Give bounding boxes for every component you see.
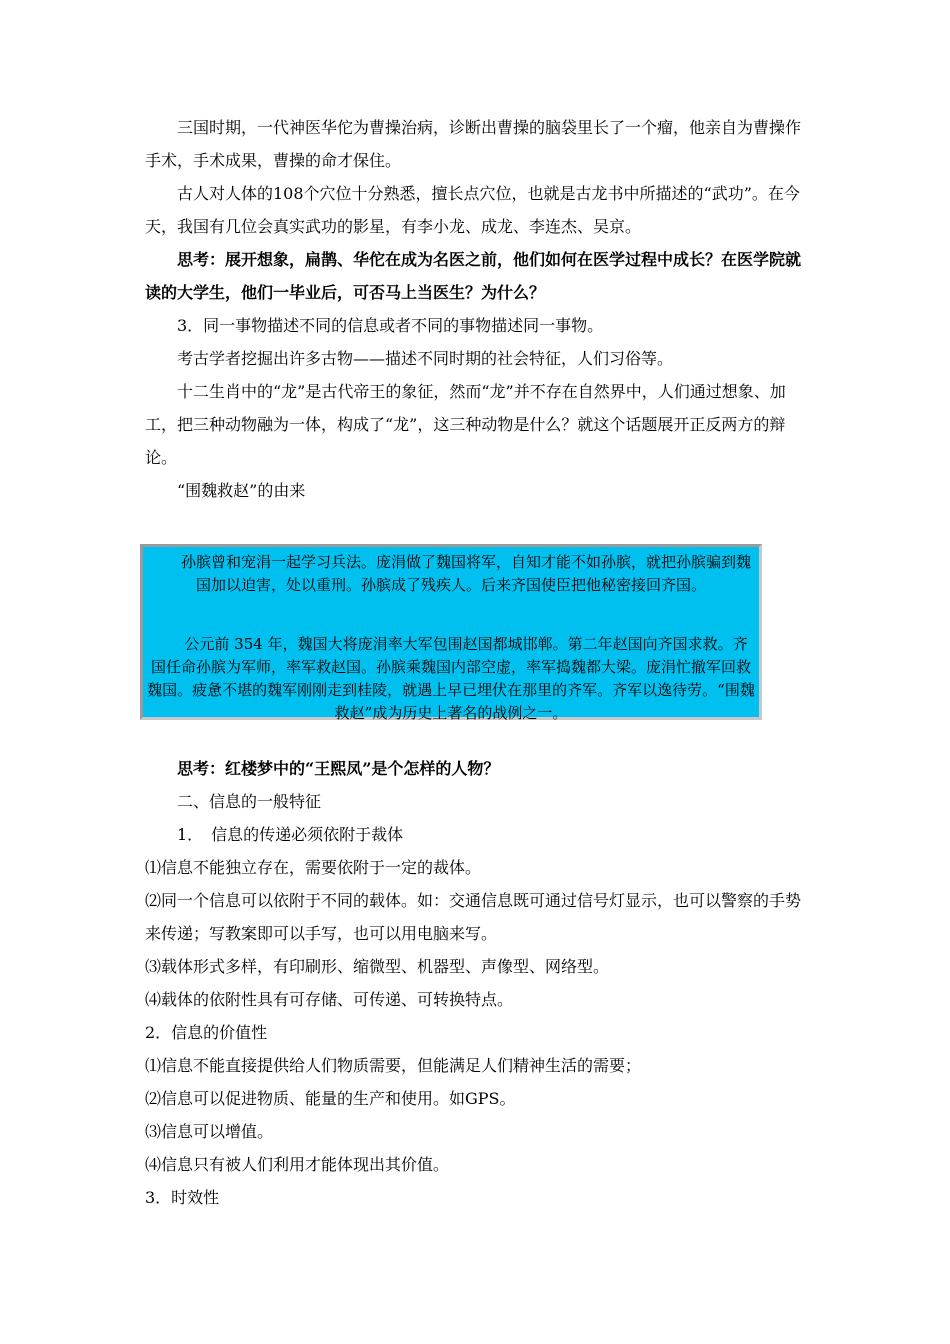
- item-value-2: ⑵信息可以促进物质、能量的生产和使用。如GPS。: [145, 1089, 516, 1108]
- item-value-3: ⑶信息可以增值。: [145, 1122, 274, 1141]
- subsection-timeliness: 3．时效性: [145, 1188, 220, 1207]
- item-value-4: ⑷信息只有被人们利用才能体现出其价值。: [145, 1155, 450, 1174]
- story-box-para-1: 孙膑曾和宠涓一起学习兵法。庞涓做了魏国将军，自知才能不如孙膑，就把孙膑骗到魏国加以迫害，处以重刑。孙膑成了残疾人。后来齐国使臣把他秘密接回齐国。: [180, 553, 751, 594]
- paragraph-story-title: “围魏救赵”的由来: [177, 481, 306, 500]
- paragraph-dragon: 十二生肖中的“龙”是古代帝王的象征，然而“龙”并不存在自然界中，人们通过想象、加工，把三种动物融为一体，构成了“龙”，这三种动物是什么？就这个话题展开正反两方的辩论。: [145, 382, 786, 467]
- paragraph-acupoints: 古人对人体的108个穴位十分熟悉，擅长点穴位，也就是古龙书中所描述的“武功”。在今天，我国有几位会真实武功的影星，有李小龙、成龙、李连杰、吴京。: [145, 184, 800, 236]
- story-box-para-2: 公元前 354 年，魏国大将庞涓率大军包围赵国都城邯郸。第二年赵国向齐国求救。齐国任命孙膑为军师，率军救赵国。孙膑乘魏国内部空虚，率军捣魏都大梁。庞涓忙撤军回救魏国。疲惫不堪的魏军刚刚走到桂陵，就遇上早已埋伏在那里的齐军。齐军以逸待劳。“围魏救赵”成为历史上著名的战例之一。: [147, 635, 755, 722]
- story-box: [140, 544, 762, 720]
- subsection-value: 2．信息的价值性: [145, 1023, 268, 1042]
- paragraph-point-3: 3．同一事物描述不同的信息或者不同的事物描述同一事物。: [177, 316, 604, 335]
- paragraph-archaeology: 考古学者挖掘出许多古物——描述不同时期的社会特征，人们习俗等。: [177, 349, 674, 368]
- subsection-carrier: 1． 信息的传递必须依附于裁体: [177, 825, 404, 844]
- item-carrier-1: ⑴信息不能独立存在，需要依附于一定的裁体。: [145, 858, 482, 877]
- item-carrier-4: ⑷载体的依附性具有可存储、可传递、可转换特点。: [145, 990, 514, 1009]
- item-carrier-2: ⑵同一个信息可以依附于不同的载体。如：交通信息既可通过信号灯显示，也可以警察的手势来传递；写教案即可以手写，也可以用电脑来写。: [145, 891, 802, 943]
- item-value-1: ⑴信息不能直接提供给人们物质需要，但能满足人们精神生活的需要；: [145, 1056, 642, 1075]
- paragraph-think-wangxifeng: 思考：红楼梦中的“王熙凤”是个怎样的人物？: [177, 759, 500, 778]
- paragraph-huatuo: 三国时期，一代神医华佗为曹操治病，诊断出曹操的脑袋里长了一个瘤，他亲自为曹操作手术，手术成果，曹操的命才保住。: [145, 118, 802, 170]
- item-carrier-3: ⑶载体形式多样，有印刷形、缩微型、机器型、声像型、网络型。: [145, 957, 610, 976]
- paragraph-think-doctors: 思考：展开想象，扁鹊、华佗在成为名医之前，他们如何在医学过程中成长？在医学院就读的大学生，他们一毕业后，可否马上当医生？为什么？: [145, 250, 802, 302]
- section-heading-features: 二、信息的一般特征: [177, 792, 322, 811]
